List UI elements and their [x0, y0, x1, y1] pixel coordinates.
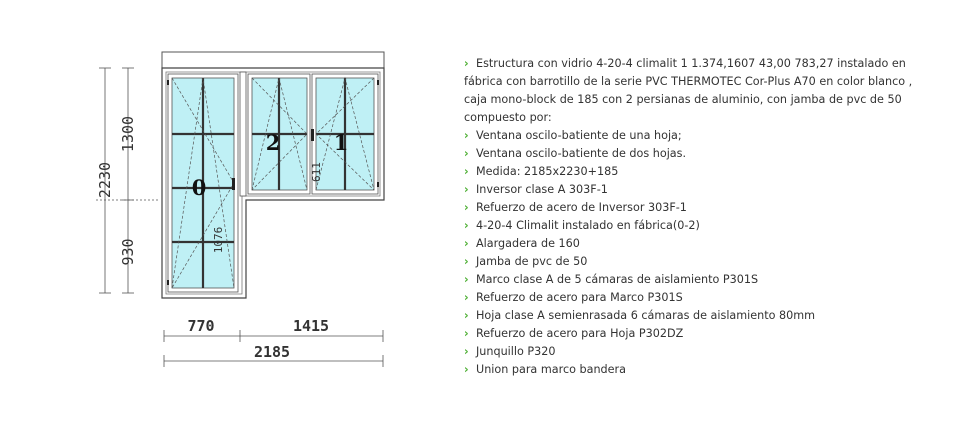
spec-items [462, 127, 922, 379]
list-item: › Inversor clase A 303F-1 [462, 181, 922, 199]
chevron-right-icon: › [464, 327, 469, 340]
dim-right-width: 1415 [292, 317, 330, 335]
list-item: › Medida: 2185x2230+185 [462, 163, 922, 181]
chevron-right-icon: › [464, 147, 469, 160]
spec-list [462, 55, 922, 379]
window-drawing [0, 0, 460, 422]
list-item: › Junquillo P320 [462, 343, 922, 361]
list-item: › Refuerzo de acero para Marco P301S [462, 289, 922, 307]
chevron-right-icon: › [464, 129, 469, 142]
chevron-right-icon: › [464, 57, 469, 70]
dim-upper-height: 1300 [119, 115, 137, 153]
spec-description-text: Estructura con vidrio 4-20-4 climalit 1 1.374,1607 43,00 783,27 instalado en fábrica con barrotillo de la serie PVC THERMOTEC Cor-Plus A70 en color blanco , caja mono-block de 185 con 2 persianas de aluminio, con jamba de pvc de 50 compuesto por: [464, 57, 913, 124]
panel-number-2: 2 [265, 130, 281, 155]
panel-number-0: 0 [191, 175, 207, 200]
chevron-right-icon: › [464, 237, 469, 250]
chevron-right-icon: › [464, 183, 469, 196]
chevron-right-icon: › [464, 165, 469, 178]
list-item: › Marco clase A de 5 cámaras de aislamiento P301S [462, 271, 922, 289]
list-item: › Union para marco bandera [462, 361, 922, 379]
list-item: › 4-20-4 Climalit instalado en fábrica(0-2) [462, 217, 922, 235]
handle-icon [311, 129, 314, 141]
chevron-right-icon: › [464, 309, 469, 322]
list-item: › Alargadera de 160 [462, 235, 922, 253]
list-item: › Jamba de pvc de 50 [462, 253, 922, 271]
dim-left-width: 770 [187, 317, 215, 335]
frame-mullion [240, 72, 246, 196]
handle-icon [232, 178, 235, 190]
list-item: › Refuerzo de acero de Inversor 303F-1 [462, 199, 922, 217]
dim-total-width: 2185 [253, 343, 291, 361]
dim-lower-height: 930 [119, 238, 137, 266]
shutter-box [162, 52, 384, 68]
chevron-right-icon: › [464, 345, 469, 358]
list-item: › Hoja clase A semienrasada 6 cámaras de aislamiento 80mm [462, 307, 922, 325]
panel-number-1: 1 [333, 130, 349, 155]
chevron-right-icon: › [464, 219, 469, 232]
chevron-right-icon: › [464, 201, 469, 214]
chevron-right-icon: › [464, 255, 469, 268]
handle-height-right: 611 [310, 162, 323, 182]
list-item: › Ventana oscilo-batiente de una hoja; [462, 127, 922, 145]
chevron-right-icon: › [464, 273, 469, 286]
spec-description [462, 55, 922, 127]
dim-total-height: 2230 [96, 161, 114, 199]
chevron-right-icon: › [464, 363, 469, 376]
chevron-right-icon: › [464, 291, 469, 304]
handle-height-left: 1076 [212, 226, 225, 254]
list-item: › Ventana oscilo-batiente de dos hojas. [462, 145, 922, 163]
list-item: › Refuerzo de acero para Hoja P302DZ [462, 325, 922, 343]
